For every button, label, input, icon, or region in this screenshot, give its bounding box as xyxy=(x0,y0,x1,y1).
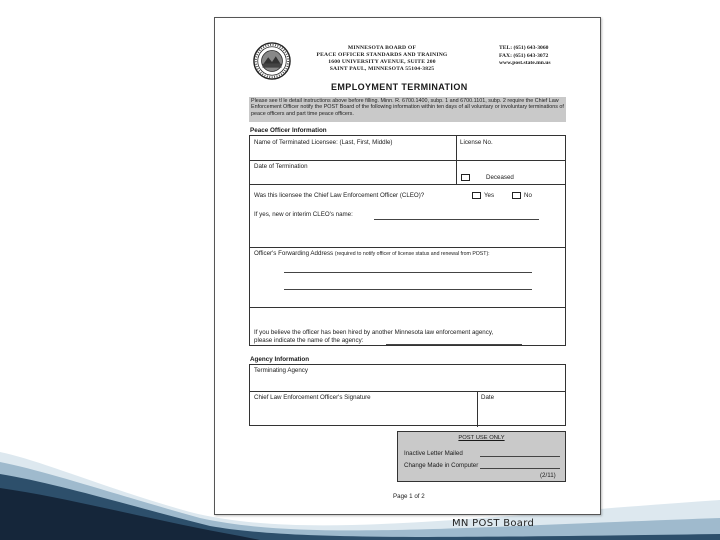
inactive-letter-field[interactable] xyxy=(480,456,560,457)
new-agency-field[interactable] xyxy=(386,344,522,345)
org-line: PEACE OFFICER STANDARDS AND TRAINING xyxy=(316,52,448,58)
fax-line: FAX: (651) 643-3072 xyxy=(499,52,549,59)
terminating-agency-label: Terminating Agency xyxy=(254,367,308,374)
deceased-checkbox[interactable] xyxy=(461,174,470,181)
org-line: 1600 UNIVERSITY AVENUE, SUITE 200 xyxy=(328,59,436,65)
cleo-no-label: No xyxy=(524,192,532,199)
tel-line: TEL: (651) 643-3060 xyxy=(499,45,549,51)
agency-address-block xyxy=(307,45,457,73)
address-line-2[interactable] xyxy=(284,289,532,290)
instructions-notice: Please see tl le detail instructions above before filling. Minn. R. 6700.1400, subp. 1 and 6700.1101, subp. 2 require the Chief Law Enforcement Officer notify the POST Board of the following information within ten days of all voluntary or involuntary terminations of peace officers and part time peace officers. xyxy=(249,97,566,122)
divider xyxy=(250,247,565,248)
spacer xyxy=(284,309,532,310)
cleo-yes-label: Yes xyxy=(484,192,495,199)
page-number: Page 1 of 2 xyxy=(393,493,425,500)
state-seal-icon xyxy=(253,42,291,80)
form-title: EMPLOYMENT TERMINATION xyxy=(331,82,468,92)
peace-officer-section xyxy=(249,135,566,346)
forwarding-address-note: (required to notify officer of license status and renewal from POST): xyxy=(334,251,490,257)
agency-heading: Agency Information xyxy=(250,356,310,363)
licensee-name-label: Name of Terminated Licensee: (Last, First, Middle) xyxy=(254,139,393,146)
deceased-label: Deceased xyxy=(486,174,514,181)
divider xyxy=(250,307,565,308)
signature-date-label: Date xyxy=(481,394,495,401)
website-line: www.post.state.mn.us xyxy=(499,60,551,66)
org-line: SAINT PAUL, MINNESOTA 55104-3825 xyxy=(329,66,435,72)
org-line: MINNESOTA BOARD OF xyxy=(347,45,417,51)
cleo-no-checkbox[interactable] xyxy=(512,192,521,199)
divider xyxy=(250,160,565,161)
inactive-letter-label: Inactive Letter Mailed xyxy=(404,450,463,457)
address-line-1[interactable] xyxy=(284,272,532,273)
peace-officer-heading: Peace Officer Information xyxy=(250,127,327,134)
agency-section xyxy=(249,364,566,426)
contact-block xyxy=(499,45,589,68)
cleo-question: Was this licensee the Chief Law Enforcement Officer (CLEO)? xyxy=(254,192,425,199)
divider xyxy=(250,184,565,185)
forwarding-address-label xyxy=(254,250,490,257)
change-made-field[interactable] xyxy=(480,468,560,469)
interim-cleo-label: If yes, new or interim CLEO's name: xyxy=(254,211,353,218)
post-use-title: POST USE ONLY xyxy=(458,435,505,441)
change-made-label: Change Made in Computer xyxy=(404,462,479,469)
termination-date-label: Date of Termination xyxy=(254,163,308,170)
cleo-signature-label: Chief Law Enforcement Officer's Signature xyxy=(254,394,371,401)
interim-cleo-field[interactable] xyxy=(374,219,539,220)
new-agency-question: If you believe the officer has been hired by another Minnesota law enforcement agency, xyxy=(254,329,494,336)
form-page xyxy=(214,17,601,515)
cleo-yes-checkbox[interactable] xyxy=(472,192,481,199)
new-agency-label: please indicate the name of the agency: xyxy=(254,337,364,344)
slide-caption: MN POST Board xyxy=(452,518,535,529)
form-revision: (2/11) xyxy=(540,472,556,479)
divider xyxy=(477,391,478,427)
post-use-only-box xyxy=(397,431,566,482)
forwarding-address-title: Officer's Forwarding Address xyxy=(254,250,334,257)
license-number-label: License No. xyxy=(460,139,493,146)
divider xyxy=(250,391,565,392)
